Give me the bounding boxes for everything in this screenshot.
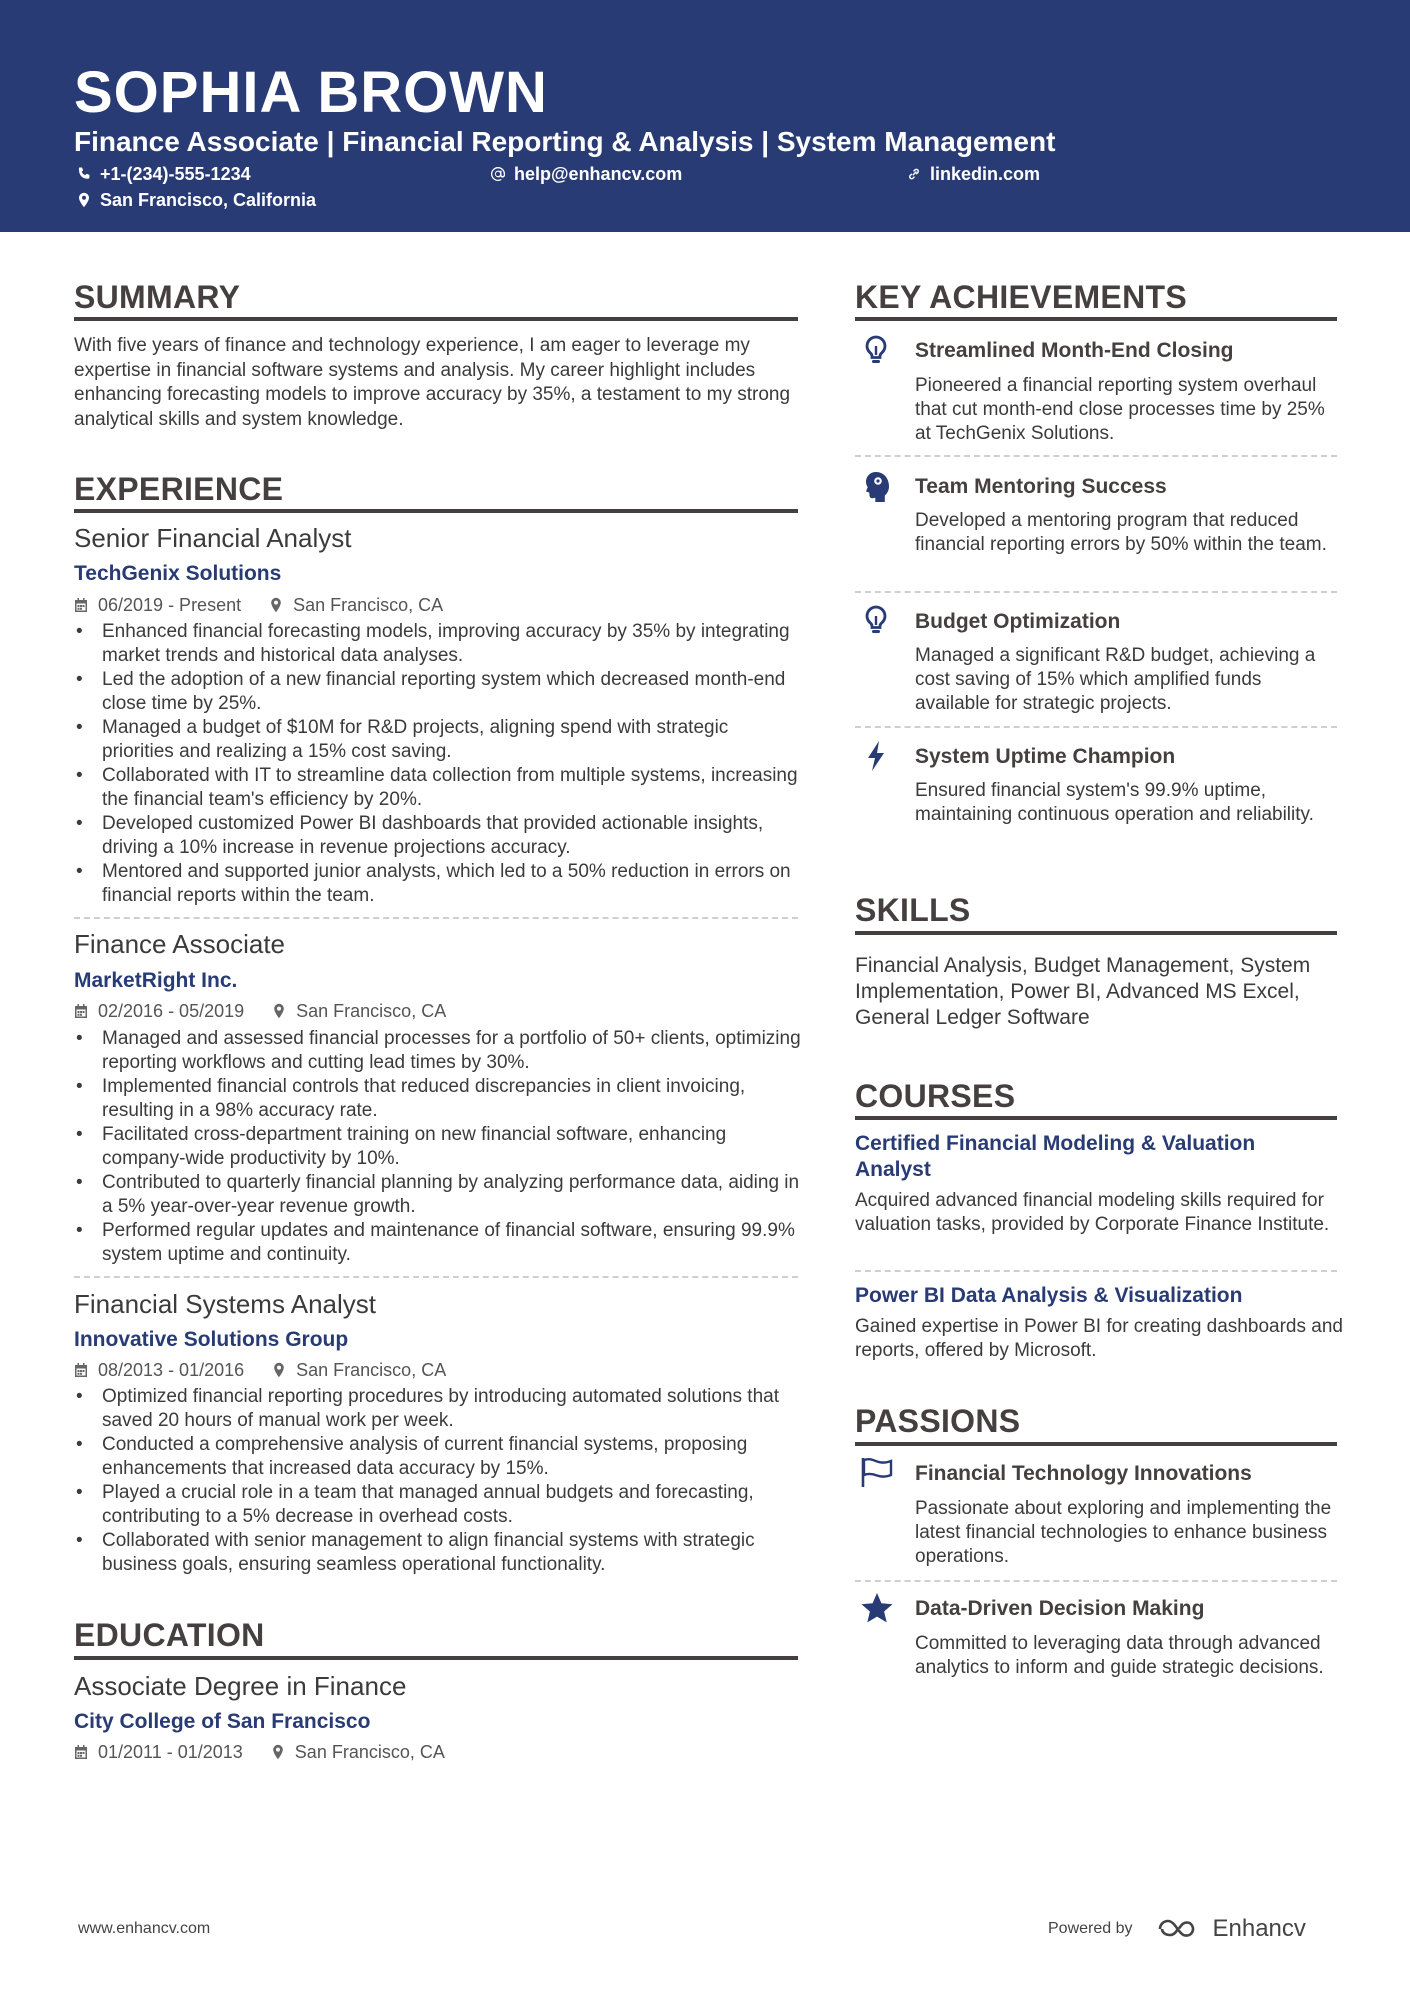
location-pin-icon (76, 192, 92, 208)
linkedin-text: linkedin.com (930, 164, 1041, 184)
job-dates: 02/2016 - 05/2019 (98, 1001, 245, 1021)
calendar-icon (74, 1362, 88, 1378)
lightning-icon (862, 739, 890, 773)
job-location (272, 1000, 446, 1022)
phone-icon (76, 166, 92, 182)
section-divider (855, 317, 1337, 321)
job-bullet: • Led the adoption of a new financial reporting system which decreased month-end close time by 25%. (74, 668, 804, 716)
job-bullet: • Collaborated with senior management to align financial systems with strategic business goals, ensuring seamless operational functionality. (74, 1529, 804, 1577)
entry-divider (74, 917, 798, 919)
course-desc: Gained expertise in Power BI for creating dashboards and reports, offered by Microsoft. (855, 1316, 1343, 1361)
job-bullets (74, 620, 804, 908)
head-icon (862, 469, 890, 503)
powered-by-text: Powered by (1048, 1920, 1133, 1937)
achievement-desc: Ensured financial system's 99.9% uptime, maintaining continuous operation and reliability. (915, 780, 1314, 825)
brand-name: Enhancv (1212, 1915, 1306, 1942)
entry-divider (855, 1270, 1337, 1272)
entry-divider (74, 1276, 798, 1278)
education-location (271, 1741, 445, 1763)
job-bullet: • Optimized financial reporting procedures by introducing automated solutions that saved 20 hours of manual work per week. (74, 1385, 804, 1433)
passion-title: Data-Driven Decision Making (915, 1597, 1205, 1620)
location-pin-icon (272, 1362, 286, 1378)
job-bullet: • Managed a budget of $10M for R&D projects, aligning spend with strategic priorities and realizing a 15% cost saving. (74, 716, 804, 764)
enhancv-logo[interactable] (1157, 1915, 1306, 1943)
achievement-title: System Uptime Champion (915, 745, 1176, 768)
location-pin-icon (271, 1744, 285, 1760)
job-meta (74, 594, 443, 616)
job-bullets (74, 1027, 804, 1267)
school-name: City College of San Francisco (74, 1710, 371, 1733)
section-title-experience: EXPERIENCE (74, 471, 284, 507)
passion-desc: Committed to leveraging data through advanced analytics to inform and guide strategic decisions. (915, 1633, 1324, 1678)
job-bullet: • Managed and assessed financial processes for a portfolio of 50+ clients, optimizing reporting workflows and cutting lead times by 30%. (74, 1027, 804, 1075)
job-location-text: San Francisco, CA (296, 1001, 447, 1021)
job-bullet: • Collaborated with IT to streamline data collection from multiple systems, increasing the financial team's efficiency by 20%. (74, 764, 804, 812)
job-bullet: • Conducted a comprehensive analysis of current financial systems, proposing enhancements that increased data accuracy by 15%. (74, 1433, 804, 1481)
job-location (272, 1359, 446, 1381)
location-pin-icon (269, 597, 283, 613)
section-divider (855, 1116, 1337, 1120)
calendar-icon (74, 597, 88, 613)
job-bullet: • Implemented financial controls that reduced discrepancies in client invoicing, resulting in a 98% accuracy rate. (74, 1075, 804, 1123)
section-divider (74, 509, 798, 513)
phone-text: +1-(234)-555-1234 (100, 164, 251, 184)
achievement-title: Team Mentoring Success (915, 475, 1167, 498)
location-pin-icon (272, 1003, 286, 1019)
job-bullet: • Enhanced financial forecasting models, improving accuracy by 35% by integrating market trends and historical data analyses. (74, 620, 804, 668)
flag-icon (860, 1455, 896, 1489)
job-meta (74, 1000, 446, 1022)
achievement-desc: Developed a mentoring program that reduced financial reporting errors by 50% within the team. (915, 510, 1327, 555)
company-name: Innovative Solutions Group (74, 1328, 349, 1351)
footer-brand (1048, 1915, 1306, 1943)
course-title: Certified Financial Modeling & Valuation Analyst (855, 1132, 1256, 1181)
link-icon (906, 166, 922, 182)
job-dates: 06/2019 - Present (98, 595, 242, 615)
education-dates: 01/2011 - 01/2013 (98, 1742, 243, 1762)
education-location-text: San Francisco, CA (294, 1742, 445, 1762)
section-divider (855, 931, 1337, 935)
section-title-summary: SUMMARY (74, 279, 241, 315)
job-bullets (74, 1385, 804, 1577)
candidate-name: SOPHIA BROWN (74, 60, 548, 125)
job-bullet: • Contributed to quarterly financial planning by analyzing performance data, aiding in a 5% year-over-year revenue growth. (74, 1171, 804, 1219)
achievement-title: Streamlined Month-End Closing (915, 339, 1234, 362)
course-title: Power BI Data Analysis & Visualization (855, 1284, 1243, 1307)
contact-phone (76, 162, 251, 186)
company-name: MarketRight Inc. (74, 969, 238, 992)
section-title-courses: COURSES (855, 1078, 1016, 1114)
job-location (269, 594, 443, 616)
company-name: TechGenix Solutions (74, 562, 282, 585)
email-text: help@enhancv.com (514, 164, 683, 184)
job-location-text: San Francisco, CA (296, 1360, 447, 1380)
calendar-icon (74, 1003, 88, 1019)
job-location-text: San Francisco, CA (293, 595, 444, 615)
star-icon (860, 1591, 894, 1625)
job-bullet: • Facilitated cross-department training on new financial software, enhancing company-wide productivity by 10%. (74, 1123, 804, 1171)
passion-title: Financial Technology Innovations (915, 1462, 1252, 1485)
section-divider (74, 317, 798, 321)
section-title-passions: PASSIONS (855, 1403, 1021, 1439)
at-icon (490, 166, 506, 182)
lightbulb-icon (862, 604, 890, 638)
course-desc: Acquired advanced financial modeling skills required for valuation tasks, provided by Corporate Finance Institute. (855, 1190, 1330, 1235)
location-text: San Francisco, California (100, 190, 317, 210)
entry-divider (855, 1580, 1337, 1582)
contact-email[interactable] (490, 162, 682, 186)
section-divider (74, 1656, 798, 1660)
job-title: Senior Financial Analyst (74, 523, 352, 553)
section-title-achievements: KEY ACHIEVEMENTS (855, 279, 1187, 315)
entry-divider (855, 455, 1337, 457)
degree-title: Associate Degree in Finance (74, 1671, 407, 1701)
contact-location (76, 188, 316, 212)
summary-text: With five years of finance and technology experience, I am eager to leverage my expertise in financial software systems and analysis. My career highlight includes enhancing forecasting models to improve accuracy by 35%, a testament to my strong analytical skills and system knowledge. (74, 335, 791, 430)
job-bullet: • Played a crucial role in a team that managed annual budgets and forecasting, contributing to a 5% decrease in overhead costs. (74, 1481, 804, 1529)
job-title: Financial Systems Analyst (74, 1289, 377, 1319)
job-dates: 08/2013 - 01/2016 (98, 1360, 245, 1380)
achievement-desc: Pioneered a financial reporting system overhaul that cut month-end close processes time by 25% at TechGenix Solutions. (915, 375, 1325, 444)
passion-desc: Passionate about exploring and implementing the latest financial technologies to enhance business operations. (915, 1498, 1332, 1567)
lightbulb-icon (862, 334, 890, 368)
section-title-skills: SKILLS (855, 892, 971, 928)
job-title: Finance Associate (74, 929, 286, 959)
job-meta (74, 1359, 446, 1381)
entry-divider (855, 726, 1337, 728)
footer-website[interactable]: www.enhancv.com (78, 1920, 211, 1937)
enhancv-mark-icon (1157, 1916, 1205, 1942)
achievement-title: Budget Optimization (915, 610, 1121, 633)
job-bullet: • Performed regular updates and maintenance of financial software, ensuring 99.9% system uptime and continuity. (74, 1219, 804, 1267)
section-divider (855, 1442, 1337, 1446)
calendar-icon (74, 1744, 88, 1760)
job-bullet: • Developed customized Power BI dashboards that provided actionable insights, driving a 10% increase in revenue projections accuracy. (74, 812, 804, 860)
education-meta (74, 1741, 445, 1763)
resume-header (0, 0, 1410, 232)
contact-linkedin[interactable] (906, 162, 1040, 186)
section-title-education: EDUCATION (74, 1617, 265, 1653)
skills-list: Financial Analysis, Budget Management, System Implementation, Power BI, Advanced MS Excel, General Ledger Software (855, 954, 1311, 1029)
candidate-headline: Finance Associate | Financial Reporting & Analysis | System Management (74, 126, 1056, 157)
job-bullet: • Mentored and supported junior analysts, which led to a 50% reduction in errors on financial reports within the team. (74, 860, 804, 908)
achievement-desc: Managed a significant R&D budget, achieving a cost saving of 15% which amplified funds available for strategic projects. (915, 645, 1316, 714)
entry-divider (855, 591, 1337, 593)
